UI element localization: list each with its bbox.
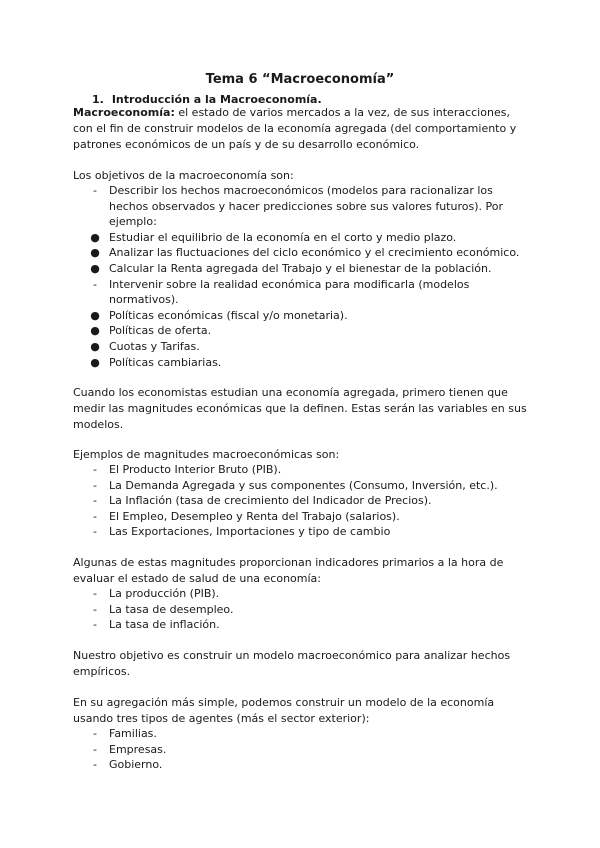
list-marker: - bbox=[93, 509, 97, 523]
list-item-text: La producción (PIB). bbox=[109, 587, 220, 600]
list-item-text: La Inflación (tasa de crecimiento del Indicador de Precios). bbox=[109, 494, 432, 508]
agents-list bbox=[73, 726, 533, 773]
list-item bbox=[73, 323, 533, 339]
definition-paragraph bbox=[73, 105, 533, 153]
list-item-text: El Producto Interior Bruto (PIB). bbox=[109, 463, 282, 476]
list-item bbox=[73, 308, 533, 324]
definition-text: el estado de varios mercados a la vez, de sus interacciones, con el fin de construir modelos de la economía agregada (del comportamiento y patrones económicos de un país y de su desarrollo económico. bbox=[73, 106, 517, 151]
list-item-text: Políticas económicas (fiscal y/o monetaria). bbox=[109, 308, 348, 322]
list-item bbox=[73, 742, 533, 758]
list-marker: - bbox=[93, 184, 97, 197]
list-item bbox=[73, 617, 533, 633]
list-marker: - bbox=[93, 727, 97, 740]
list-marker: ● bbox=[90, 339, 100, 353]
list-marker: - bbox=[93, 525, 97, 539]
section-heading-text: Introducción a la Macroeconomía. bbox=[111, 93, 322, 106]
list-marker: - bbox=[93, 742, 97, 756]
list-marker: - bbox=[93, 478, 97, 492]
magnitudes-list bbox=[73, 462, 533, 540]
list-item bbox=[73, 586, 533, 602]
list-item-text: Calcular la Renta agregada del Trabajo y el bienestar de la población. bbox=[109, 261, 492, 275]
list-item-text: La Demanda Agregada y sus componentes (Consumo, Inversión, etc.). bbox=[109, 478, 498, 492]
list-marker: - bbox=[93, 758, 97, 772]
list-marker: - bbox=[93, 494, 97, 508]
list-item bbox=[73, 726, 533, 742]
list-item-text: Estudiar el equilibrio de la economía en el corto y medio plazo. bbox=[109, 230, 457, 244]
document-title: Tema 6 “Macroeconomía” bbox=[205, 72, 395, 87]
list-marker: ● bbox=[90, 230, 100, 244]
list-marker: - bbox=[93, 587, 97, 600]
indicators-list bbox=[73, 586, 533, 633]
magnitudes-intro: Ejemplos de magnitudes macroeconómicas son: bbox=[73, 448, 340, 461]
list-marker: ● bbox=[90, 355, 100, 369]
list-item-text: El Empleo, Desempleo y Renta del Trabajo (salarios). bbox=[109, 509, 400, 523]
list-item bbox=[73, 355, 533, 371]
list-marker: - bbox=[93, 277, 97, 291]
list-item bbox=[73, 757, 533, 773]
aggregate-paragraph: Cuando los economistas estudian una economía agregada, primero tienen que medir las magnitudes económicas que la definen. Estas serán las variables en sus modelos. bbox=[73, 386, 527, 431]
list-marker: - bbox=[93, 602, 97, 616]
list-item-text: La tasa de desempleo. bbox=[109, 602, 234, 616]
agents-intro: En su agregación más simple, podemos construir un modelo de la economía usando tres tipos de agentes (más el sector exterior): bbox=[73, 696, 495, 725]
list-item-text: La tasa de inflación. bbox=[109, 618, 220, 632]
list-item-text: Empresas. bbox=[109, 742, 167, 756]
list-item bbox=[73, 478, 533, 494]
objective-paragraph: Nuestro objetivo es construir un modelo macroeconómico para analizar hechos empíricos. bbox=[73, 649, 511, 678]
list-item bbox=[73, 183, 533, 230]
list-marker: - bbox=[93, 618, 97, 632]
list-item bbox=[73, 493, 533, 509]
list-marker: ● bbox=[90, 308, 100, 322]
list-item-text: Las Exportaciones, Importaciones y tipo de cambio bbox=[109, 525, 391, 539]
list-item-text: Políticas cambiarias. bbox=[109, 355, 222, 369]
definition-term: Macroeconomía: bbox=[73, 106, 175, 119]
list-item-text: Intervenir sobre la realidad económica para modificarla (modelos normativos). bbox=[109, 277, 470, 307]
list-item bbox=[73, 277, 533, 308]
list-item-text: Cuotas y Tarifas. bbox=[109, 339, 200, 353]
objectives-intro: Los objetivos de la macroeconomía son: bbox=[73, 169, 294, 182]
list-marker: ● bbox=[90, 261, 100, 275]
list-item-text: Gobierno. bbox=[109, 758, 163, 772]
indicators-intro: Algunas de estas magnitudes proporcionan indicadores primarios a la hora de evaluar el estado de salud de una economía: bbox=[73, 556, 504, 585]
list-item bbox=[73, 462, 533, 478]
list-item bbox=[73, 230, 533, 246]
list-marker: ● bbox=[90, 246, 100, 260]
list-item-text: Describir los hechos macroeconómicos (modelos para racionalizar los hechos observados y hacer predicciones sobre sus valores futuros). Por ejemplo: bbox=[109, 184, 503, 229]
list-item bbox=[73, 245, 533, 261]
list-item bbox=[73, 261, 533, 277]
list-item bbox=[73, 602, 533, 618]
list-item-text: Familias. bbox=[109, 727, 157, 740]
list-marker: - bbox=[93, 463, 97, 476]
list-marker: ● bbox=[90, 324, 100, 338]
list-item-text: Políticas de oferta. bbox=[109, 324, 212, 338]
list-item-text: Analizar las fluctuaciones del ciclo económico y el crecimiento económico. bbox=[109, 246, 520, 260]
list-item bbox=[73, 524, 533, 540]
section-number: 1. bbox=[92, 93, 104, 106]
list-item bbox=[73, 509, 533, 525]
objectives-list bbox=[73, 183, 533, 370]
list-item bbox=[73, 339, 533, 355]
